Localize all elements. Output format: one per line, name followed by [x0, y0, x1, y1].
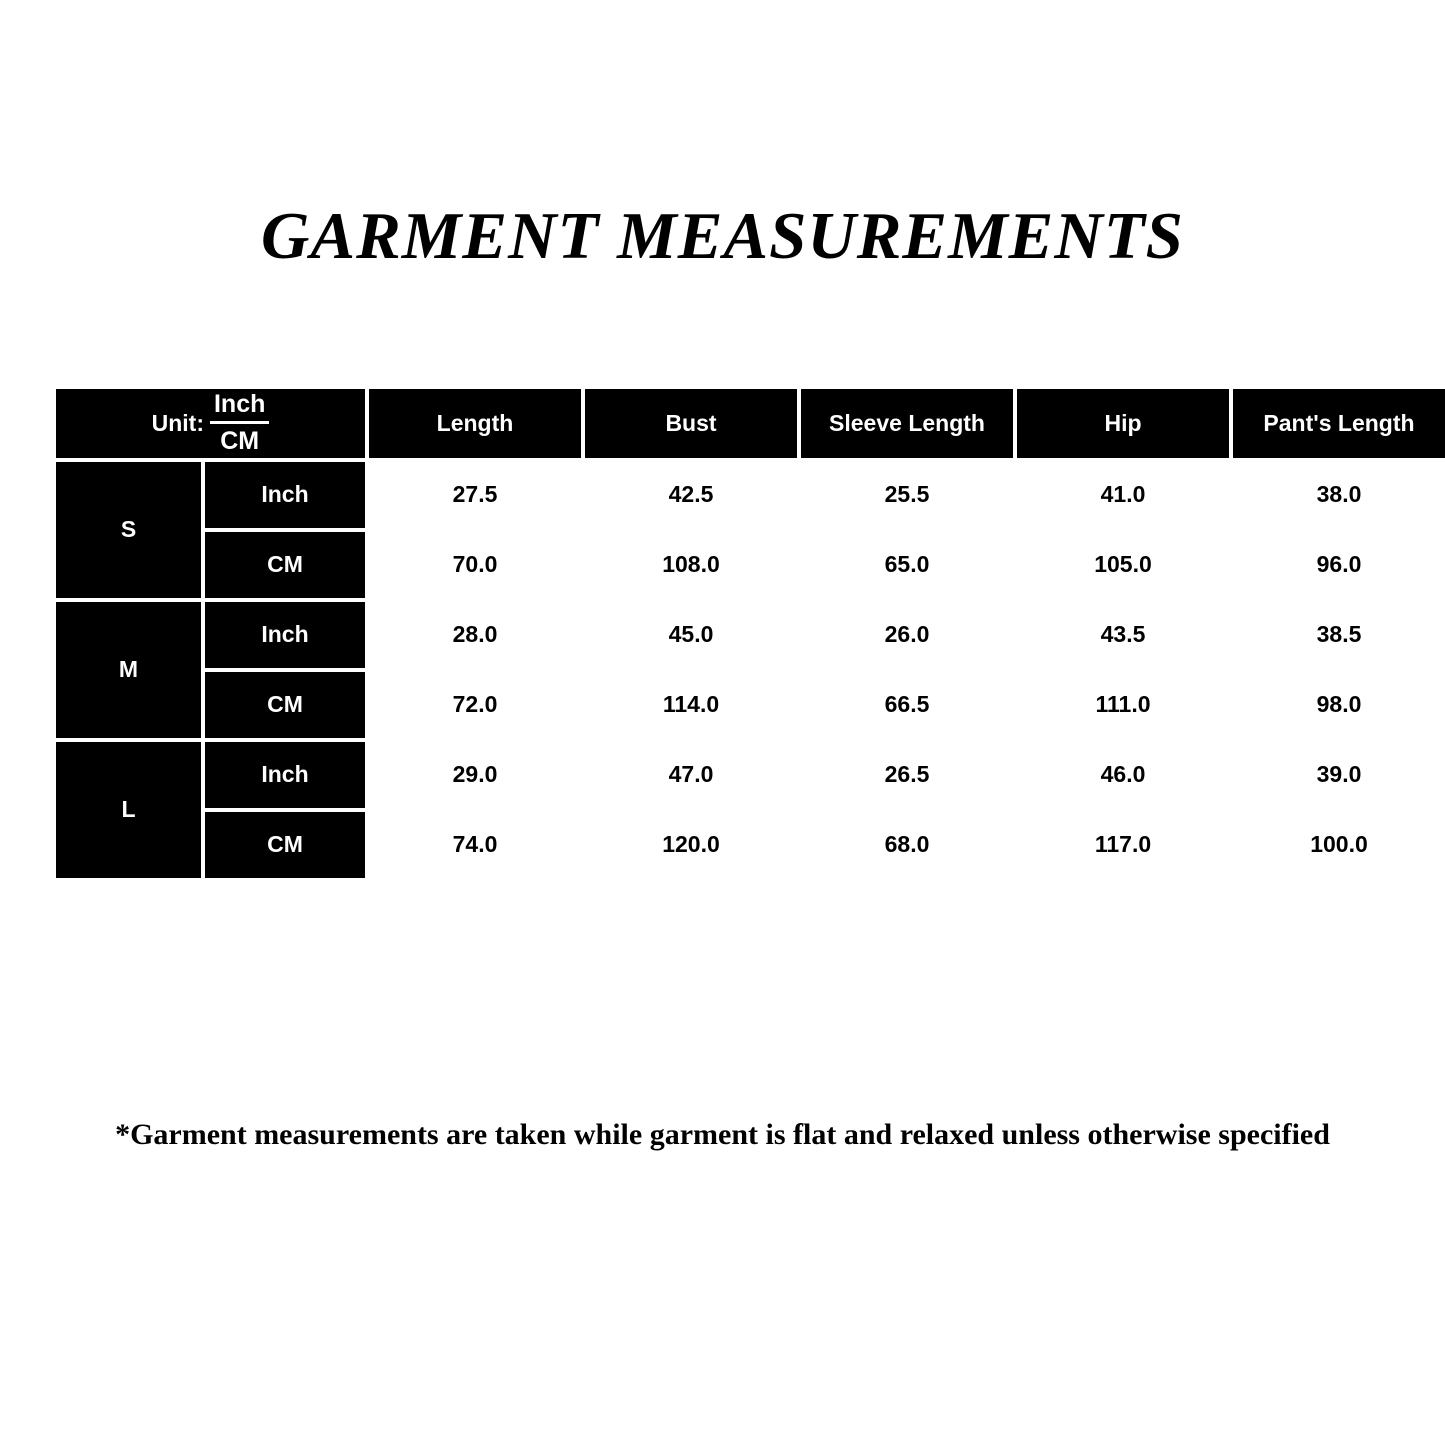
cell-s-cm-hip: 105.0: [1017, 532, 1229, 598]
cell-s-inch-bust: 42.5: [585, 462, 797, 528]
row-unit-cm: CM: [205, 672, 365, 738]
table-row: [56, 462, 1445, 528]
cell-m-cm-bust: 114.0: [585, 672, 797, 738]
cell-s-inch-length: 27.5: [369, 462, 581, 528]
table-row: [56, 602, 1445, 668]
cell-m-cm-sleeve-length: 66.5: [801, 672, 1013, 738]
table-row: [56, 532, 1445, 598]
row-unit-cm: CM: [205, 532, 365, 598]
table-row: [56, 742, 1445, 808]
table-header: [56, 389, 1445, 458]
column-header-length: Length: [369, 389, 581, 458]
cell-l-cm-pants-length: 100.0: [1233, 812, 1445, 878]
cell-m-inch-bust: 45.0: [585, 602, 797, 668]
unit-label: Unit:: [151, 409, 204, 436]
unit-numerator: Inch: [210, 389, 269, 424]
row-unit-cm: CM: [205, 812, 365, 878]
cell-l-inch-length: 29.0: [369, 742, 581, 808]
cell-l-inch-pants-length: 39.0: [1233, 742, 1445, 808]
table-row: [56, 672, 1445, 738]
table-body: [56, 462, 1445, 878]
cell-l-inch-hip: 46.0: [1017, 742, 1229, 808]
cell-l-cm-bust: 120.0: [585, 812, 797, 878]
cell-m-inch-length: 28.0: [369, 602, 581, 668]
cell-m-cm-hip: 111.0: [1017, 672, 1229, 738]
column-header-bust: Bust: [585, 389, 797, 458]
cell-l-inch-sleeve-length: 26.5: [801, 742, 1013, 808]
page-title: GARMENT MEASUREMENTS: [261, 199, 1184, 273]
cell-l-inch-bust: 47.0: [585, 742, 797, 808]
cell-m-inch-hip: 43.5: [1017, 602, 1229, 668]
cell-s-cm-length: 70.0: [369, 532, 581, 598]
column-header-hip: Hip: [1017, 389, 1229, 458]
cell-m-cm-pants-length: 98.0: [1233, 672, 1445, 738]
cell-m-cm-length: 72.0: [369, 672, 581, 738]
size-label-l: L: [56, 742, 201, 878]
size-label-s: S: [56, 462, 201, 598]
unit-denominator: CM: [220, 427, 260, 456]
cell-s-cm-sleeve-length: 65.0: [801, 532, 1013, 598]
table-header-row: [56, 389, 1445, 458]
cell-s-inch-hip: 41.0: [1017, 462, 1229, 528]
measurements-table: [52, 385, 1445, 882]
cell-s-cm-pants-length: 96.0: [1233, 532, 1445, 598]
cell-l-cm-length: 74.0: [369, 812, 581, 878]
cell-m-inch-pants-length: 38.5: [1233, 602, 1445, 668]
cell-s-inch-sleeve-length: 25.5: [801, 462, 1013, 528]
measurements-table-container: [52, 385, 1415, 882]
table-row: [56, 812, 1445, 878]
footnote-text: *Garment measurements are taken while garment is flat and relaxed unless otherwise specified: [115, 1118, 1330, 1151]
size-label-m: M: [56, 602, 201, 738]
row-unit-inch: Inch: [205, 462, 365, 528]
cell-l-cm-sleeve-length: 68.0: [801, 812, 1013, 878]
cell-s-inch-pants-length: 38.0: [1233, 462, 1445, 528]
cell-m-inch-sleeve-length: 26.0: [801, 602, 1013, 668]
row-unit-inch: Inch: [205, 602, 365, 668]
cell-l-cm-hip: 117.0: [1017, 812, 1229, 878]
unit-header-cell: [56, 389, 365, 458]
column-header-pants-length: Pant's Length: [1233, 389, 1445, 458]
row-unit-inch: Inch: [205, 742, 365, 808]
unit-fraction: [210, 389, 269, 458]
cell-s-cm-bust: 108.0: [585, 532, 797, 598]
column-header-sleeve-length: Sleeve Length: [801, 389, 1013, 458]
